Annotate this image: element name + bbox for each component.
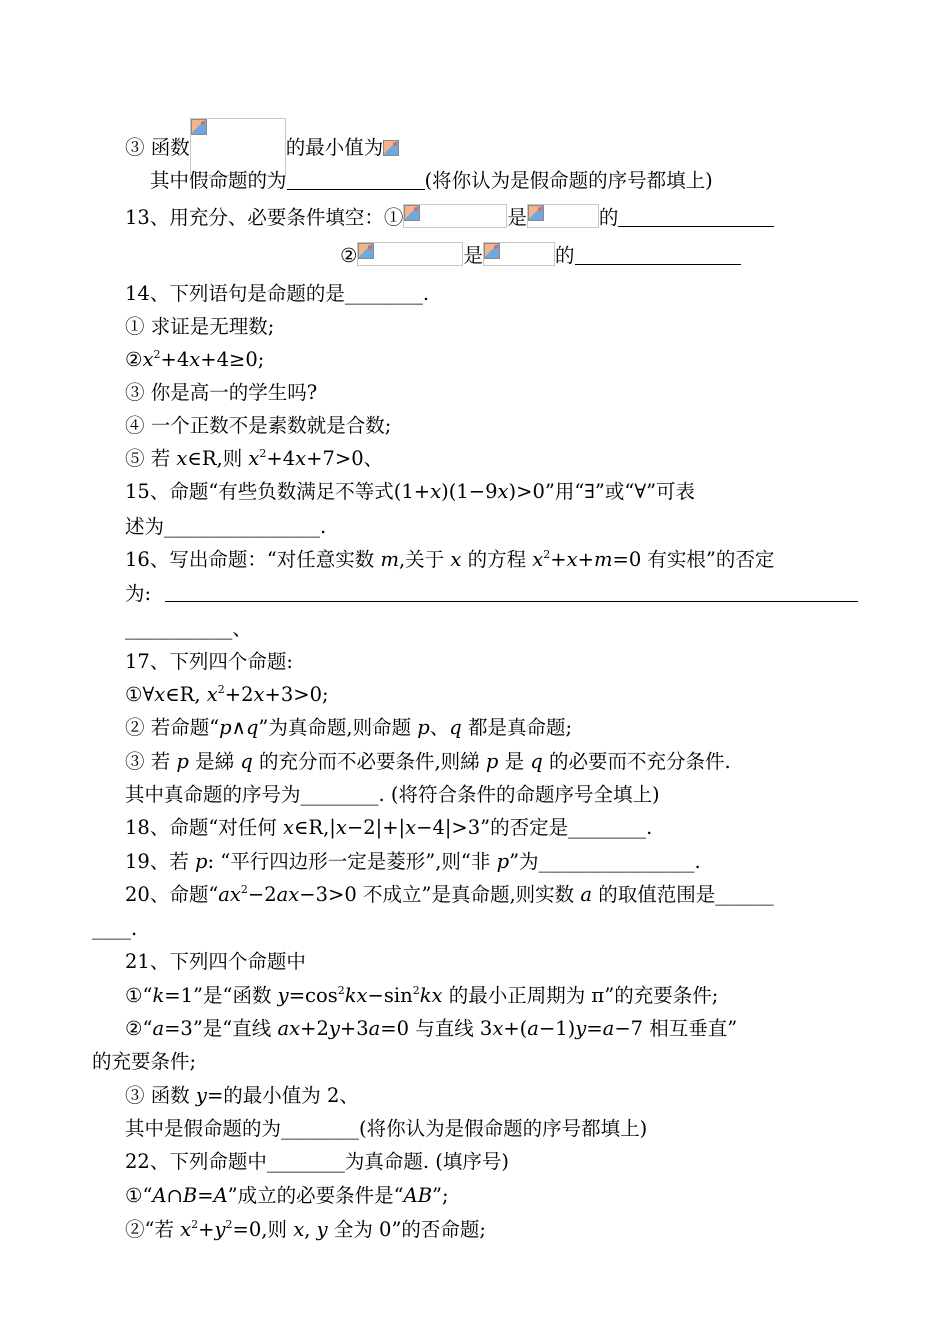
q14-opt2: $②x^2+4x+4\ge 0$; xyxy=(125,348,265,371)
q12-false-answer: 其中假命题的为 (将你认为是假命题的序号都填上) xyxy=(150,169,713,192)
formula-image-placeholder xyxy=(357,242,463,266)
q17-opt1: ①∀x∈R, $x^2+2x+3>0$; xyxy=(125,683,329,706)
q13-line2: ② 是 的 xyxy=(340,242,741,268)
q16-line2: 为: xyxy=(125,582,152,605)
q16-line3: ___________、 xyxy=(125,617,252,640)
q18: 18、命题“对任何 x∈R,|x−2|+|x−4|>3”的否定是________. xyxy=(125,816,653,839)
q12-item3: ③ 函数 的最小值为 xyxy=(125,118,399,176)
broken-image-icon xyxy=(383,140,399,156)
q17-opt3: ③ 若 p 是綈 q 的充分而不必要条件,则綈 p 是 q 的必要而不充分条件. xyxy=(125,750,731,773)
formula-image-placeholder xyxy=(527,204,599,228)
q16-line1: 16、写出命题：“对任意实数 m,关于 x 的方程 $x^2+x+m=0$ 有实根”的否定 xyxy=(125,548,775,571)
q17-answer: 其中真命题的序号为________. (将符合条件的命题序号全填上) xyxy=(125,783,660,806)
broken-image-icon xyxy=(191,119,207,135)
answer-blank[interactable] xyxy=(575,246,741,265)
q13-line1: 13、用充分、必要条件填空：① 是 的 xyxy=(125,204,774,230)
q21-stem: 21、下列四个命题中 xyxy=(125,950,306,973)
q20-line2: ____. xyxy=(92,917,138,940)
broken-image-icon xyxy=(528,205,544,221)
q15-line2: 述为________________. xyxy=(125,515,327,538)
q14-opt5: ⑤ 若 x∈R,则 $x^2+4x+7>0$、 xyxy=(125,447,384,470)
q21-opt3: ③ 函数 y=的最小值为 2、 xyxy=(125,1084,359,1107)
formula-image-placeholder xyxy=(190,118,286,176)
q19: 19、若 p: “平行四边形一定是菱形”,则“非 p”为________________. xyxy=(125,850,701,873)
q22-opt2: ②“若 $x^2+y^2=0$,则 x, y 全为 0”的否命题; xyxy=(125,1218,486,1241)
broken-image-icon xyxy=(358,243,374,259)
q14-opt3: ③ 你是高一的学生吗? xyxy=(125,381,318,404)
answer-blank[interactable] xyxy=(618,208,774,227)
q17-stem: 17、下列四个命题: xyxy=(125,650,293,673)
answer-blank[interactable] xyxy=(287,171,425,190)
q21-opt2: ②“a=3”是“直线 ax+2y+3a=0 与直线 3x+(a−1)y=a−7 相互垂直” xyxy=(125,1017,738,1040)
q21-opt1: ①“k=1”是“函数 $y=\cos^2kx-\sin^2kx$ 的最小正周期为 π”的充要条件; xyxy=(125,984,719,1007)
q14-opt1: ① 求证是无理数; xyxy=(125,315,275,338)
q16-answer-line[interactable] xyxy=(165,601,858,602)
q21-answer: 其中是假命题的为________(将你认为是假命题的序号都填上) xyxy=(125,1117,648,1140)
q17-opt2: ② 若命题“p∧q”为真命题,则命题 p、q 都是真命题; xyxy=(125,716,573,739)
broken-image-icon xyxy=(484,243,500,259)
q20-line1: 20、命题“$ax^2-2ax-3>0$ 不成立”是真命题,则实数 a 的取值范围是______ xyxy=(125,883,774,906)
q14-opt4: ④ 一个正数不是素数就是合数; xyxy=(125,414,392,437)
formula-image-placeholder xyxy=(483,242,555,266)
q21-opt2-line2: 的充要条件; xyxy=(92,1050,197,1073)
q14-stem: 14、下列语句是命题的是________. xyxy=(125,282,430,305)
broken-image-icon xyxy=(404,205,420,221)
q15-line1: 15、命题“有些负数满足不等式(1+x)(1−9x)>0”用“∃”或“∀”可表 xyxy=(125,480,696,503)
formula-image-placeholder xyxy=(403,204,507,228)
q22-opt1: ①“A∩B=A”成立的必要条件是“AB”; xyxy=(125,1184,449,1207)
q22-stem: 22、下列命题中________为真命题. (填序号) xyxy=(125,1150,509,1173)
